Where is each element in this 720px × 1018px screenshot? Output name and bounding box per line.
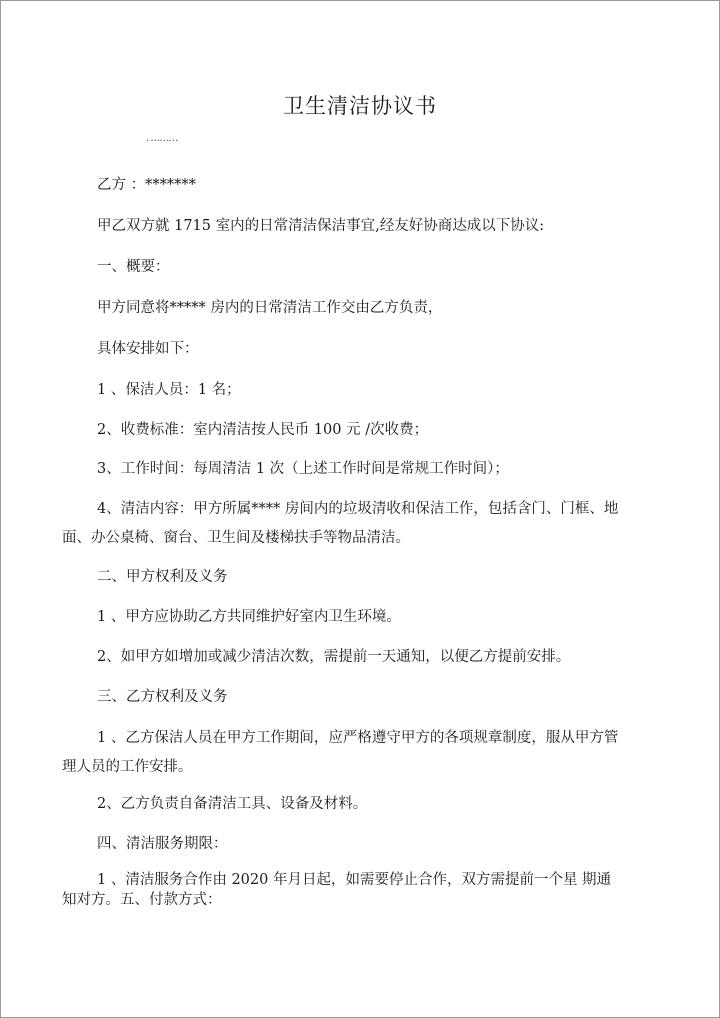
section-4-item-1: 1 、清洁服务合作由 2020 年月日起，如需要停止合作，双方需提前一个星 期通知对方。五、付款方式： (62, 872, 612, 908)
dotted-placeholder: . ……… (146, 133, 178, 144)
section-3-heading: 三、乙方权利及义务 (97, 689, 228, 705)
section-2-item-1: 1 、甲方应协助乙方共同维护好室内卫生环境。 (97, 609, 401, 625)
section-1-paragraph-1: 甲方同意将***** 房内的日常清洁工作交由乙方负责， (97, 300, 443, 316)
section-1-heading: 一、概要： (97, 259, 170, 275)
section-3-item-2: 2、乙方负责自备清洁工具、设备及材料。 (97, 796, 368, 812)
section-1-item-2: 2、收费标准：室内清洁按人民币 100 元 /次收费； (97, 422, 429, 438)
section-1-item-4: 4、清洁内容：甲方所属**** 房间内的垃圾清收和保洁工作，包括含门、门框、地面、办公桌椅、窗台、卫生间及楼梯扶手等物品清洁。 (62, 501, 619, 546)
party-b-line: 乙方 ：******* (97, 177, 196, 193)
section-1-item-3: 3、工作时间：每周清洁 1 次（上述工作时间是常规工作时间）； (97, 461, 509, 477)
section-4-heading: 四、清洁服务期限： (97, 836, 228, 852)
section-2-heading: 二、甲方权利及义务 (97, 569, 228, 585)
document-title: 卫生清洁协议书 (283, 94, 437, 118)
intro-paragraph: 甲乙双方就 1715 室内的日常清洁保洁事宜,经友好协商达成以下协议: (97, 218, 545, 234)
section-3-item-1: 1 、乙方保洁人员在甲方工作期间，应严格遵守甲方的各项规章制度，服从甲方管理人员的工作安排。 (62, 730, 619, 775)
section-1-paragraph-2: 具体安排如下： (97, 341, 199, 357)
section-2-item-2: 2、如甲方如增加或减少清洁次数，需提前一天通知，以便乙方提前安排。 (97, 649, 571, 665)
section-1-item-1: 1 、保洁人员：1 名； (97, 382, 241, 398)
